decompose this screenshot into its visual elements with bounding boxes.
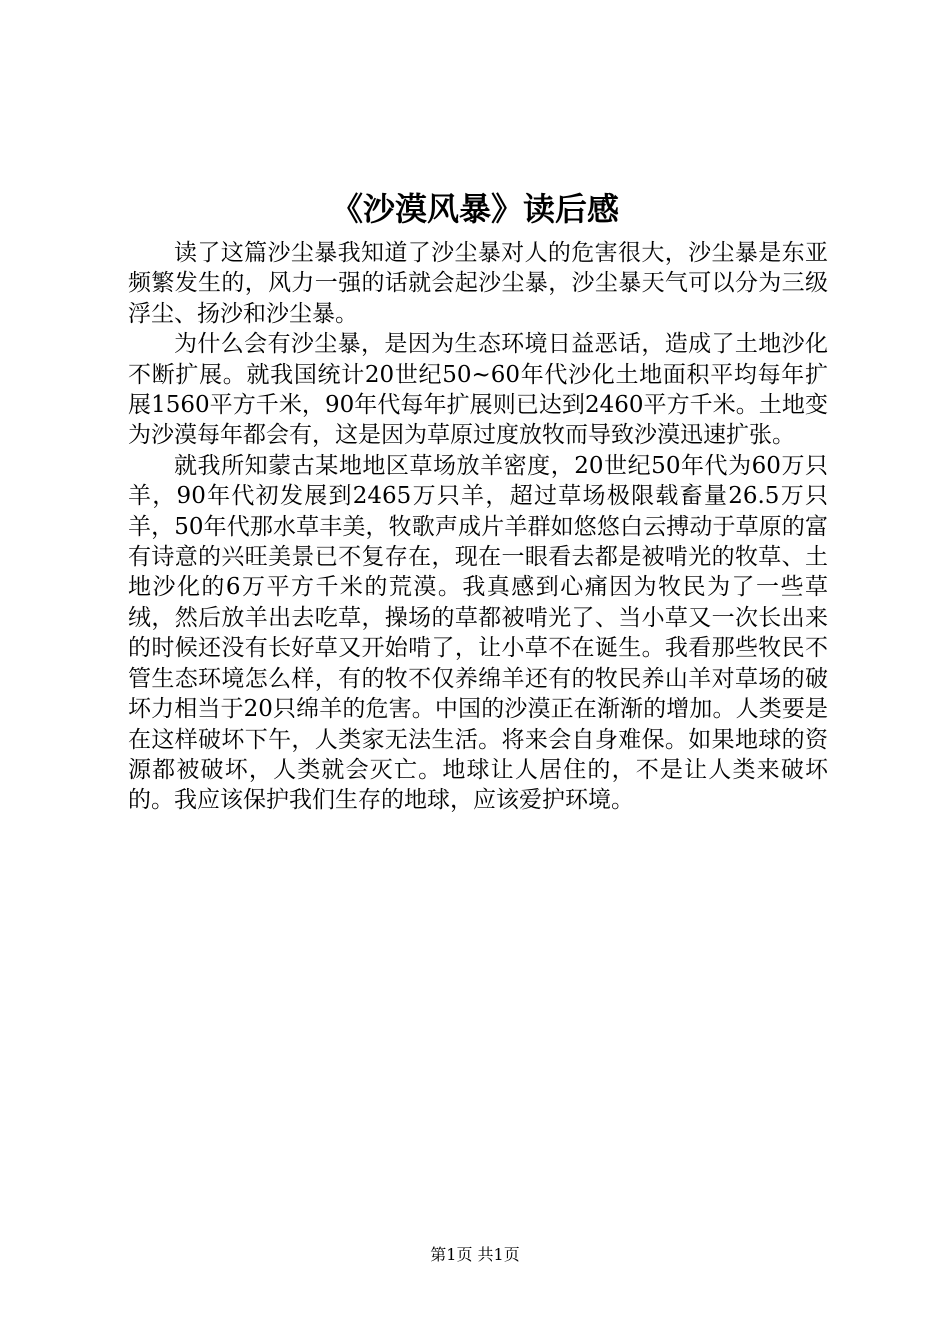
paragraph-2: 为什么会有沙尘暴，是因为生态环境日益恶话，造成了土地沙化不断扩展。就我国统计20世纪50~60年代沙化土地面积平均每年扩展1560平方千米，90年代每年扩展则已达到2460平方千米。土地变为沙漠每年都会有，这是因为草原过度放牧而导致沙漠迅速扩张。 xyxy=(128,331,828,449)
document-title: 《沙漠风暴》读后感 xyxy=(330,190,619,228)
paragraph-3: 就我所知蒙古某地地区草场放羊密度，20世纪50年代为60万只羊，90年代初发展到2465万只羊，超过草场极限载畜量26.5万只羊，50年代那水草丰美，牧歌声成片羊群如悠悠白云搏动于草原的富有诗意的兴旺美景已不复存在，现在一眼看去都是被啃光的牧草、土地沙化的6万平方千米的荒漠。我真感到心痛因为牧民为了一些草绒，然后放羊出去吃草，操场的草都被啃光了、当小草又一次长出来的时候还没有长好草又开始啃了，让小草不在诞生。我看那些牧民不管生态环境怎么样，有的牧不仅养绵羊还有的牧民养山羊对草场的破坏力相当于20只绵羊的危害。中国的沙漠正在渐渐的增加。人类要是在这样破坏下午，人类家无法生活。将来会自身难保。如果地球的资源都被破坏，人类就会灭亡。地球让人居住的，不是让人类来破坏的。我应该保护我们生存的地球，应该爱护环境。 xyxy=(128,452,828,814)
page-footer: 第1页 共1页 xyxy=(430,1245,520,1264)
paragraph-1: 读了这篇沙尘暴我知道了沙尘暴对人的危害很大，沙尘暴是东亚频繁发生的，风力一强的话就会起沙尘暴，沙尘暴天气可以分为三级浮尘、扬沙和沙尘暴。 xyxy=(128,240,828,327)
document-body xyxy=(128,238,828,816)
